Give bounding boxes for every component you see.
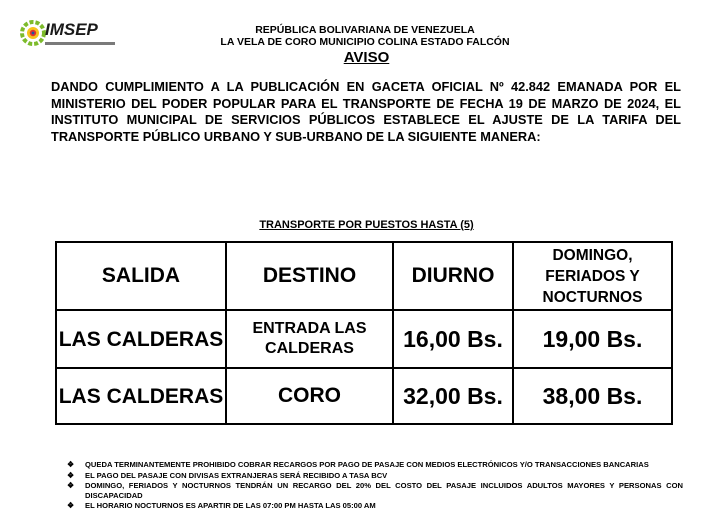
diamond-bullet-icon: ❖ [67,460,75,469]
notes-list [67,460,683,512]
list-item [67,471,683,481]
row-special-fare: 38,00 Bs. [513,368,672,424]
notice-body: DANDO CUMPLIMIENTO A LA PUBLICACIÓN EN GACETA OFICIAL Nº 42.842 EMANADA POR EL MINISTERIO DEL PODER POPULAR PARA EL TRANSPORTE DE FECHA 19 DE MARZO DE 2024, EL INSTITUTO MUNICIPAL DE SERVICIOS PÚBLICOS ESTABLECE EL AJUSTE DE LA TARIFA DEL TRANSPORTE PÚBLICO URBANO Y SUB-URBANO DE LA SIGUIENTE MANERA: [51,79,681,144]
imsep-emblem-icon [18,18,48,48]
row-origin: LAS CALDERAS [56,310,226,368]
note-text: EL PAGO DEL PASAJE CON DIVISAS EXTRANJERAS SERÁ RECIBIDO A TASA BCV [85,470,388,480]
fare-table [55,241,673,425]
row-destination: CORO [226,368,393,424]
fare-table-header-row [56,242,672,310]
diamond-bullet-icon: ❖ [67,470,75,480]
list-item [67,481,683,500]
notice-title: AVISO [343,49,390,66]
diamond-bullet-icon: ❖ [67,481,75,491]
note-text: DOMINGO, FERIADOS Y NOCTURNOS TENDRÁN UN RECARGO DEL 20% DEL COSTO DEL PASAJE INCLUIDOS ADULTOS MAYORES Y PERSONAS CON DISCAPACIDAD [85,481,683,500]
document-header [140,24,590,48]
row-day-fare: 32,00 Bs. [393,368,513,424]
header-destination: DESTINO [226,242,393,310]
row-day-fare: 16,00 Bs. [393,310,513,368]
header-origin: SALIDA [56,242,226,310]
header-country: REPÚBLICA BOLIVARIANA DE VENEZUELA [255,24,475,36]
table-row [56,368,672,424]
row-special-fare: 19,00 Bs. [513,310,672,368]
list-item [67,501,683,511]
note-text: EL HORARIO NOCTURNOS ES APARTIR DE LAS 07:00 PM HASTA LAS 05:00 AM [85,501,376,511]
header-special-fare: DOMINGO, FERIADOS Y NOCTURNOS [513,242,672,310]
row-destination: ENTRADA LAS CALDERAS [226,310,393,368]
header-location: LA VELA DE CORO MUNICIPIO COLINA ESTADO FALCÓN [220,36,510,48]
row-origin: LAS CALDERAS [56,368,226,424]
logo-wordmark: IMSEP [45,20,98,39]
fare-table-title: TRANSPORTE POR PUESTOS HASTA (5) [259,219,474,231]
table-row [56,310,672,368]
diamond-bullet-icon: ❖ [67,501,75,511]
header-day-fare: DIURNO [393,242,513,310]
logo-tagline-bar [45,42,115,45]
list-item [67,460,683,470]
note-text: QUEDA TERMINANTEMENTE PROHIBIDO COBRAR RECARGOS POR PAGO DE PASAJE CON MEDIOS ELECTRÓNICOS Y/O TRANSACCIONES BANCARIAS [85,460,649,469]
